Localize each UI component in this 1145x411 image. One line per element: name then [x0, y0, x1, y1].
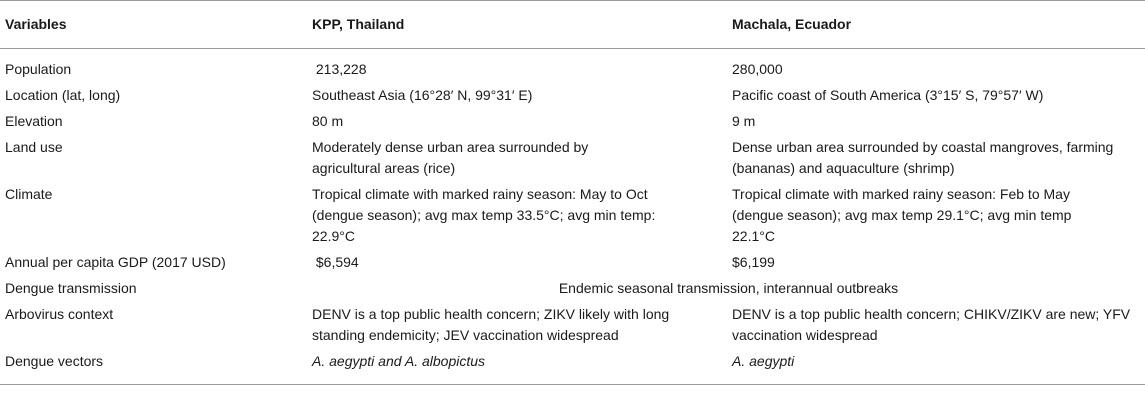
row-label: Population — [5, 61, 72, 77]
row-label: Elevation — [5, 113, 63, 129]
table-row — [0, 249, 1145, 275]
kpp-cell: Moderately dense urban area surrounded by agricultural areas (rice) — [312, 139, 589, 176]
header-variables: Variables — [5, 16, 67, 32]
table-row — [0, 134, 1145, 181]
machala-cell: Dense urban area surrounded by coastal mangroves, farming (bananas) and aquaculture (shrimp) — [732, 139, 1114, 176]
row-label: Location (lat, long) — [5, 87, 121, 103]
row-label: Climate — [5, 186, 53, 202]
table-row — [0, 82, 1145, 108]
row-label: Dengue vectors — [5, 353, 104, 369]
machala-cell: 9 m — [732, 113, 756, 129]
table-row — [0, 49, 1145, 83]
machala-cell: 280,000 — [732, 61, 783, 77]
header-row — [0, 1, 1145, 49]
row-label: Land use — [5, 139, 63, 155]
kpp-arbovirus-text: DENV is a top public health concern; ZIKV likely with long standing endemicity; JEV vaccination widespread — [312, 306, 670, 343]
kpp-cell: Southeast Asia (16°28′ N, 99°31′ E) — [312, 87, 533, 103]
row-label: Arbovirus context — [5, 306, 114, 322]
machala-cell: DENV is a top public health concern; CHIKV/ZIKV are new; YFV vaccination widespread — [732, 306, 1131, 343]
kpp-cell: 80 m — [312, 113, 344, 129]
kpp-cell — [307, 301, 727, 348]
shared-cell: Endemic seasonal transmission, interannual outbreaks — [558, 280, 899, 296]
table-row — [0, 275, 1145, 301]
table-row — [0, 108, 1145, 134]
kpp-cell: $6,594 — [312, 254, 359, 270]
machala-cell: Pacific coast of South America (3°15′ S, 79°57′ W) — [732, 87, 1044, 103]
machala-cell: $6,199 — [732, 254, 775, 270]
kpp-cell: A. aegypti and A. albopictus — [312, 353, 486, 369]
table-row — [0, 348, 1145, 385]
header-kpp: KPP, Thailand — [312, 16, 405, 32]
table-row — [0, 301, 1145, 348]
row-label: Annual per capita GDP (2017 USD) — [5, 254, 226, 270]
kpp-cell: Tropical climate with marked rainy season: May to Oct (dengue season); avg max temp 33.5°C; avg min temp: 22.9°C — [312, 186, 656, 244]
kpp-cell: 213,228 — [312, 61, 367, 77]
header-machala: Machala, Ecuador — [732, 16, 852, 32]
row-label: Dengue transmission — [5, 280, 137, 296]
machala-cell: Tropical climate with marked rainy season: Feb to May (dengue season); avg max temp 29.1°C; avg min temp 22.1°C — [732, 186, 1072, 244]
machala-cell: A. aegypti — [732, 353, 795, 369]
table-row — [0, 181, 1145, 249]
